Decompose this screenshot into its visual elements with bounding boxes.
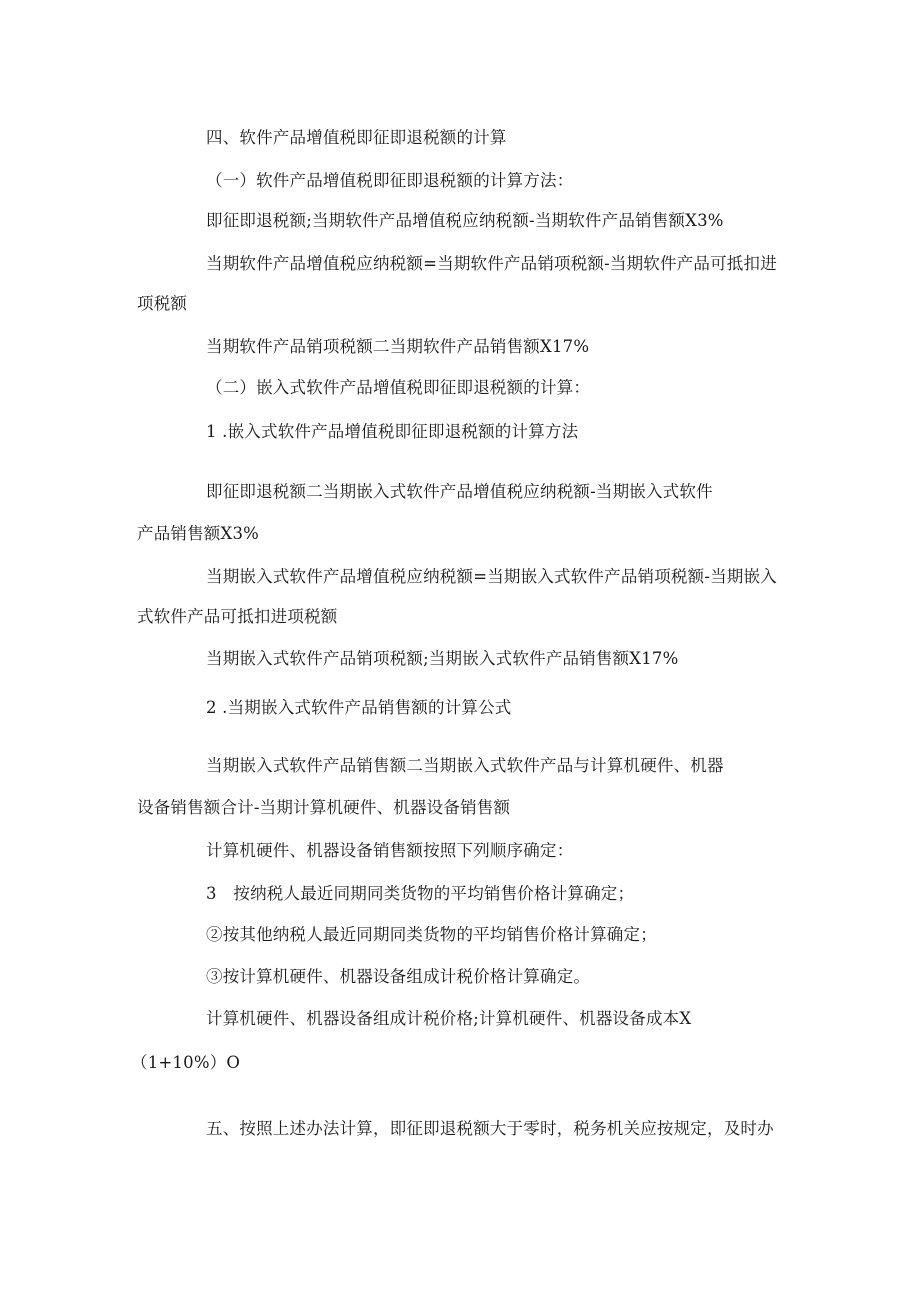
item-one-heading: 1 .嵌入式软件产品增值税即征即退税额的计算方法 (206, 422, 579, 441)
subsection-one-heading: （一）软件产品增值税即征即退税额的计算方法： (206, 171, 574, 190)
formula-hardware-price: 计算机硬件、机器设备组成计税价格;计算机硬件、机器设备成本X (206, 1009, 692, 1028)
formula-embedded-sales: 当期嵌入式软件产品销售额二当期嵌入式软件产品与计算机硬件、机器 (206, 756, 724, 775)
hardware-sales-order-intro: 计算机硬件、机器设备销售额按照下列顺序确定： (206, 841, 574, 860)
order-item-three: ③按计算机硬件、机器设备组成计税价格计算确定。 (206, 967, 591, 986)
formula-refund-amount: 即征即退税额;当期软件产品增值税应纳税额-当期软件产品销售额X3% (206, 211, 724, 230)
formula-embedded-sales-cont: 设备销售额合计-当期计算机硬件、机器设备销售额 (137, 798, 511, 817)
formula-embedded-refund: 即征即退税额二当期嵌入式软件产品增值税应纳税额-当期嵌入式软件 (206, 482, 713, 501)
section-five-text: 五、按照上述办法计算，即征即退税额大于零时，税务机关应按规定，及时办 (206, 1119, 774, 1138)
item-two-heading: 2 .当期嵌入式软件产品销售额的计算公式 (206, 698, 512, 717)
formula-payable-tax-cont: 项税额 (137, 294, 188, 313)
formula-embedded-refund-cont: 产品销售额X3% (137, 524, 260, 543)
formula-output-tax: 当期软件产品销项税额二当期软件产品销售额X17% (206, 337, 590, 356)
formula-payable-tax: 当期软件产品增值税应纳税额=当期软件产品销项税额-当期软件产品可抵扣进 (206, 254, 777, 273)
subsection-two-heading: （二）嵌入式软件产品增值税即征即退税额的计算： (206, 378, 591, 397)
order-item-one: 3 按纳税人最近同期同类货物的平均销售价格计算确定； (206, 884, 635, 903)
formula-embedded-payable-cont: 式软件产品可抵扣进项税额 (137, 607, 338, 626)
formula-embedded-output: 当期嵌入式软件产品销项税额;当期嵌入式软件产品销售额X17% (206, 649, 679, 668)
formula-embedded-payable: 当期嵌入式软件产品增值税应纳税额=当期嵌入式软件产品销项税额-当期嵌入 (206, 567, 777, 586)
order-item-two: ②按其他纳税人最近同期同类货物的平均销售价格计算确定； (206, 925, 657, 944)
formula-hardware-price-cont: （1+10%）O (131, 1053, 241, 1072)
section-four-heading: 四、软件产品增值税即征即退税额的计算 (206, 128, 507, 147)
